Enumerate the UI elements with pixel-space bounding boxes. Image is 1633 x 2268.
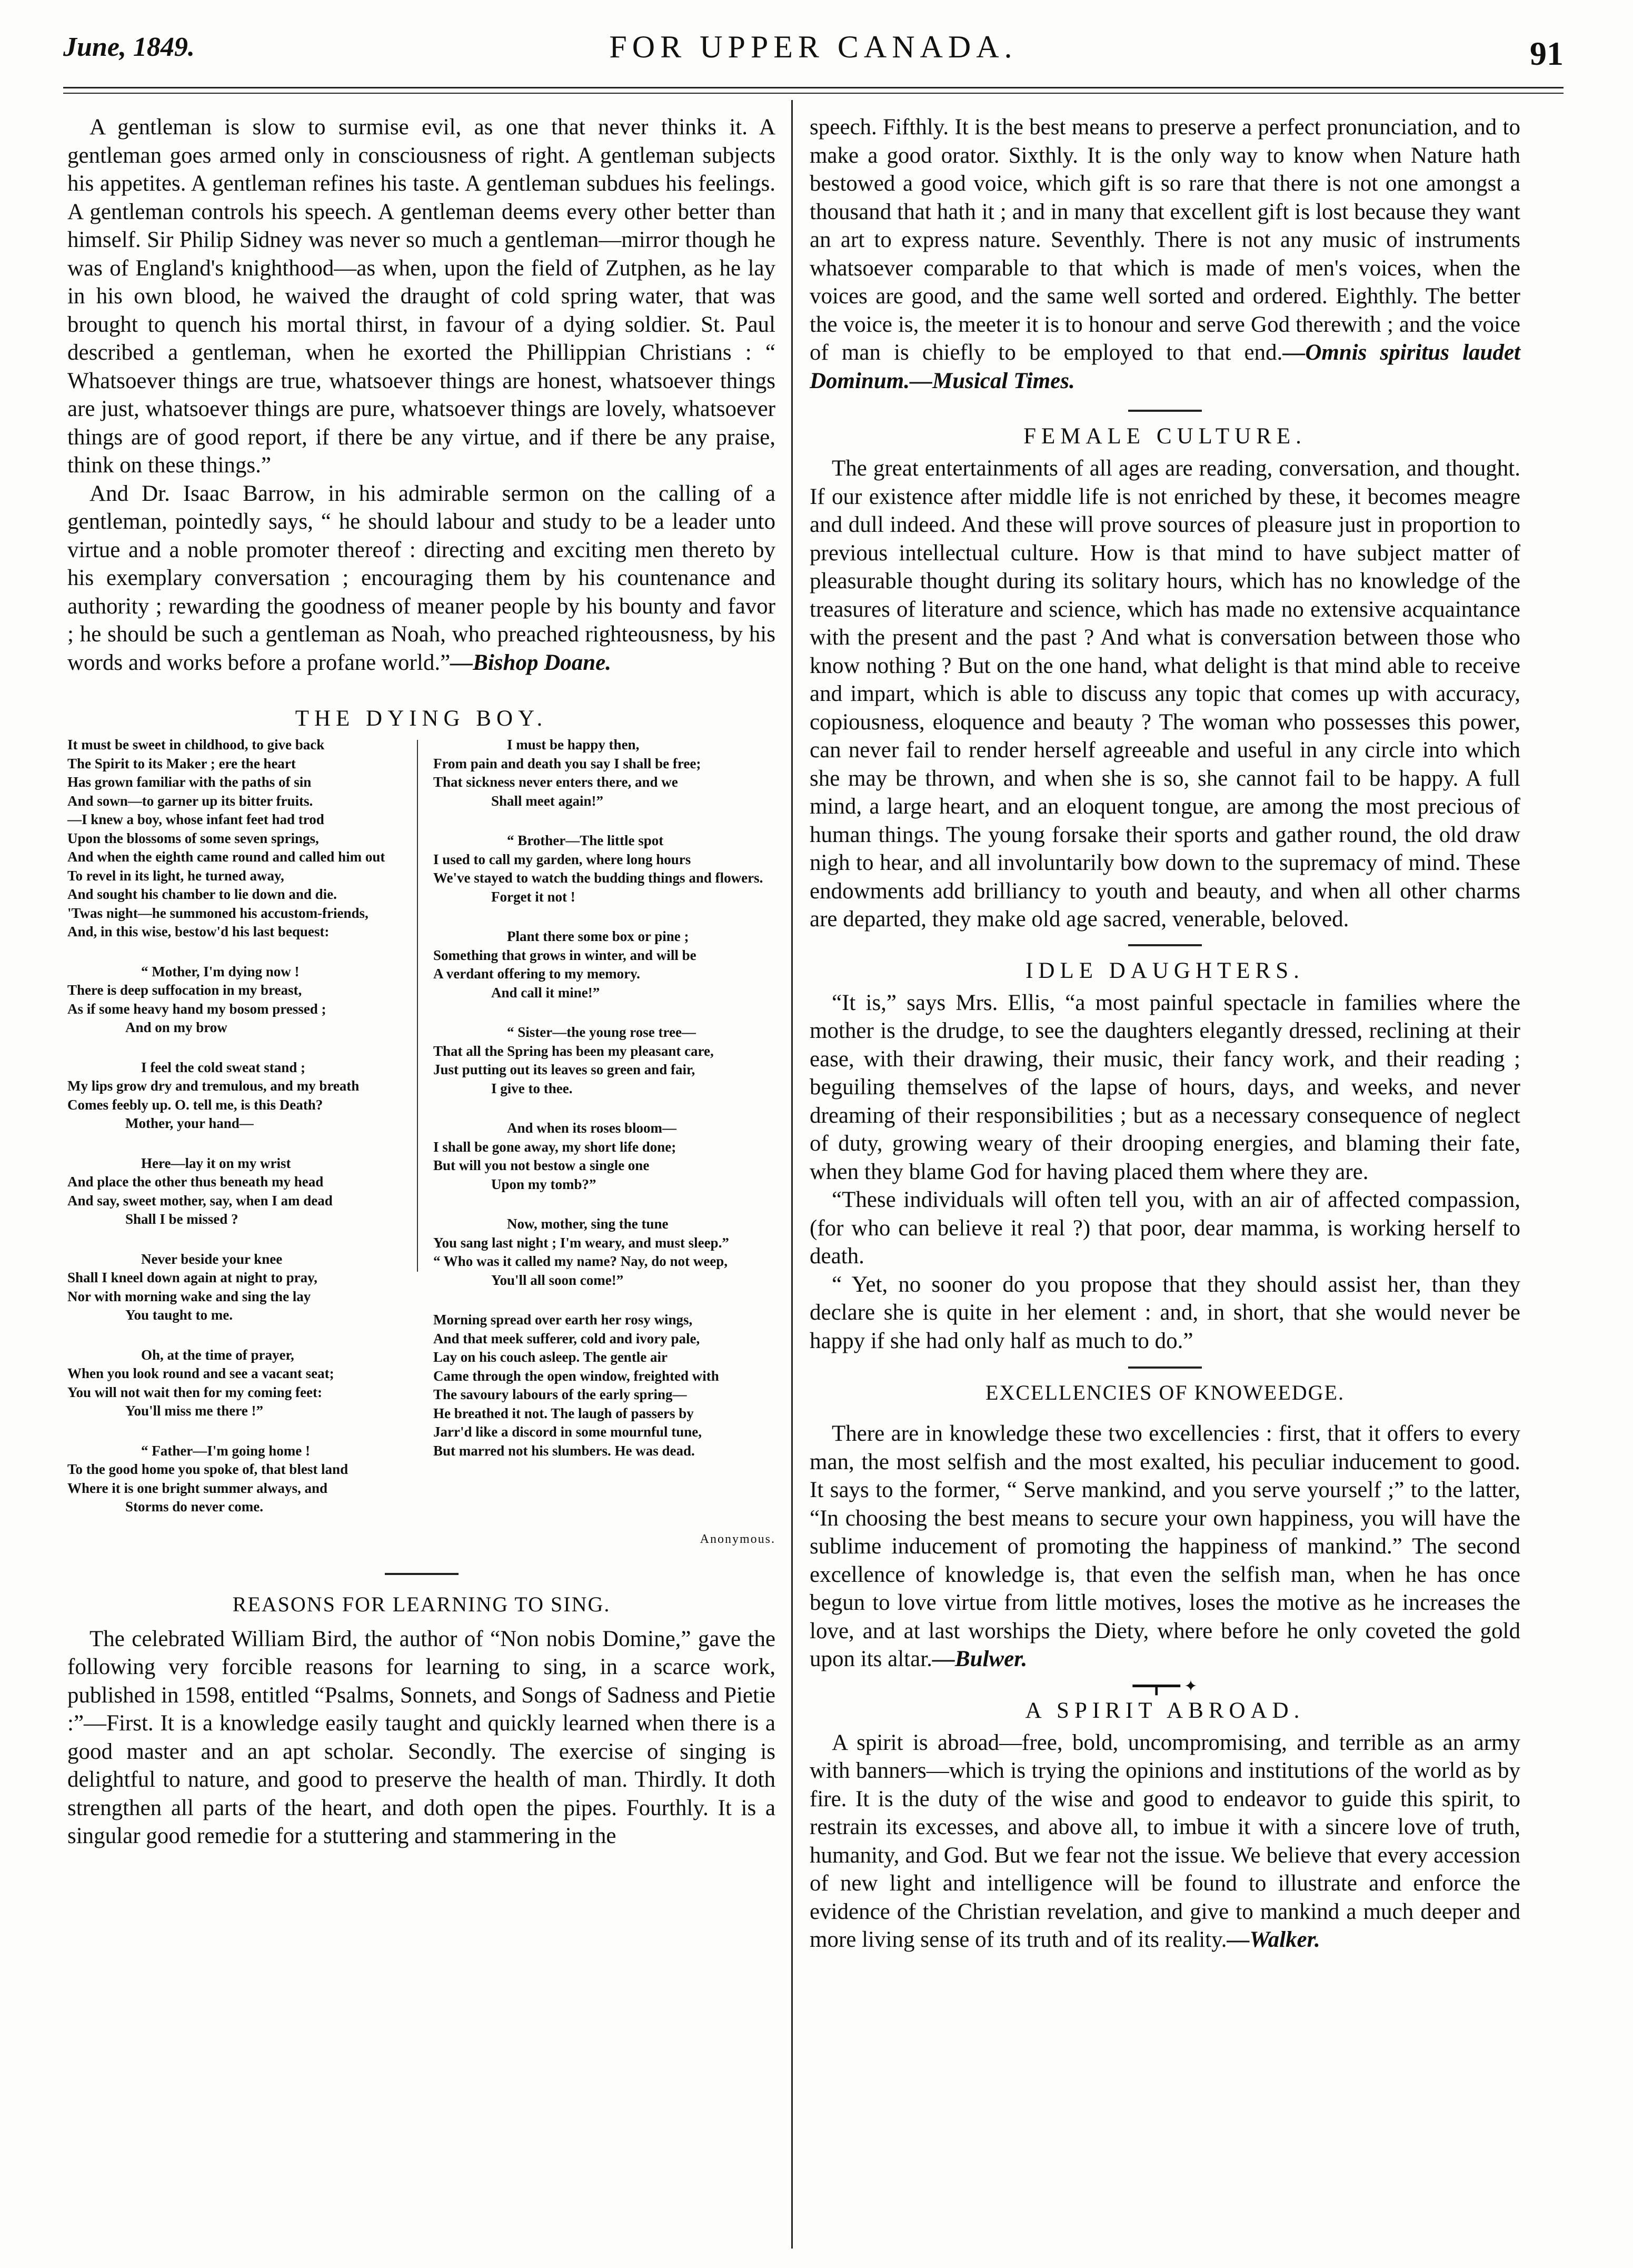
poem-line: And say, sweet mother, say, when I am dead bbox=[67, 1192, 333, 1209]
poem-line: And that meek sufferer, cold and ivory pale, bbox=[433, 1330, 700, 1346]
knowledge-text: There are in knowledge these two excellencies : first, that it offers to every man, the most selfish and the most exalted, his peculiar inducement to good. It says to the former, “ Serve mankind, and you serve yourself ;” to the latter, “In choosing the best means to secure your own happiness, you will have the sublime inducement of promoting the happiness of mankind.” The second excellence of knowledge is, that even the selfish man, when he has once begun to love virtue from little motives, loses the motive as he increases the love, and at last worships the Diety, where before he only coveted the gold upon its altar. bbox=[810, 1421, 1520, 1671]
poem-line: And when its roses bloom— bbox=[507, 1120, 677, 1136]
poem-line: From pain and death you say I shall be free; bbox=[433, 755, 701, 771]
stanza-gap bbox=[67, 942, 410, 963]
poem-line: Shall I kneel down again at night to pray, bbox=[67, 1270, 317, 1285]
spirit-paragraph bbox=[810, 1729, 1520, 1954]
poem-line: He breathed it not. The laugh of passers by bbox=[433, 1405, 694, 1421]
poem-line: Came through the open window, freighted with bbox=[433, 1368, 719, 1384]
poem-line: And, in this wise, bestow'd his last bequest: bbox=[67, 924, 330, 939]
poem-line: Just putting out its leaves so green and fair, bbox=[433, 1062, 695, 1077]
poem-line: Nor with morning wake and sing the lay bbox=[67, 1288, 311, 1304]
left-column bbox=[67, 113, 775, 1850]
poem-line: “ Mother, I'm dying now ! bbox=[141, 963, 300, 979]
poem-line: I shall be gone away, my short life done; bbox=[433, 1138, 676, 1155]
poem-line: When you look round and see a vacant seat; bbox=[67, 1365, 334, 1381]
poem-divider bbox=[417, 740, 418, 1272]
poem-line: Shall I be missed ? bbox=[125, 1211, 238, 1227]
spirit-text: A spirit is abroad—free, bold, uncompromising, and terrible as an army with banners—which is trying the opinions and institutions of the world as by fire. It is the duty of the wise and good to endeavor to guide this spirit, to restrain its excesses, and above all, to imbue it with a sincere love of truth, humanity, and God. But we fear not the issue. We believe that every accession of new light and intelligence will be found to illustrate and enforce the evidence of the Christian revelation, and give to mankind a much deeper and more living sense of its truth and of its reality. bbox=[810, 1730, 1520, 1952]
right-column bbox=[810, 113, 1520, 1954]
idle-paragraph-1: “It is,” says Mrs. Ellis, “a most painful spectacle in families where the mother is the drudge, to see the daughters elegantly dressed, reclining at their ease, with their drawing, their music, their fancy work, and their reading ; beguiling themselves of the lapse of hours, days, and weeks, and never dreaming of their responsibilities ; but as a necessary consequence of neglect of duty, growing weary of their drooping energies, and blaming their fate, when they blame God for having placed them where they are. bbox=[810, 990, 1520, 1184]
poem-line: “ Brother—The little spot bbox=[507, 833, 664, 848]
poem-line: You will not wait then for my coming feet: bbox=[67, 1384, 322, 1400]
knowledge-paragraph bbox=[810, 1420, 1520, 1673]
barrow-text: And Dr. Isaac Barrow, in his admirable sermon on the calling of a gentleman, pointedly says, “ he should labour and study to be a leader unto virtue and a noble promoter thereof : directing and exciting men thereto by his exemplary conversation ; encouraging them by his countenance and authority ; rewarding the goodness of meaner people by his bounty and favor ; he should be such a gentleman as Noah, who preached righteousness, by his words and works before a profane world.” bbox=[67, 481, 775, 675]
poem-line: Forget it not ! bbox=[491, 888, 575, 905]
poem-line: It must be sweet in childhood, to give back bbox=[67, 737, 325, 752]
dying-boy-poem bbox=[67, 736, 775, 1517]
poem-line: Now, mother, sing the tune bbox=[507, 1216, 669, 1232]
sing-cont-text: speech. Fifthly. It is the best means to preserve a perfect pronunciation, and to make a good orator. Sixthly. It is the only way to know when Nature hath bestowed a good voice, which gift is so rare that there is not one amongst a thousand that hath it ; and in many that excellent gift is lost because they want an art to express nature. Seventhly. There is not any music of instruments whatsoever comparable to that which is made of men's voices, when the voices are good, and the same well sorted and ordered. Eighthly. The better the voice is, the meeter it is to honour and serve God therewith ; and the voice of man is chiefly to be employed to that end. bbox=[810, 115, 1520, 365]
poem-column-1 bbox=[67, 736, 410, 1517]
poem-line: There is deep suffocation in my breast, bbox=[67, 982, 302, 998]
poem-line: “ Father—I'm going home ! bbox=[141, 1442, 310, 1459]
poem-line: The savoury labours of the early spring— bbox=[433, 1386, 687, 1402]
idle-paragraph-3: “ Yet, no sooner do you propose that they should assist her, than they declare she is quite in her element : and, in short, that she would never be happy if she had only half as much to do.” bbox=[810, 1272, 1520, 1353]
sing-title: REASONS FOR LEARNING TO SING. bbox=[232, 1592, 611, 1616]
poem-line: I give to thee. bbox=[491, 1080, 573, 1096]
poem-line: And place the other thus beneath my head bbox=[67, 1174, 324, 1190]
page-header bbox=[58, 21, 1569, 74]
idle-daughters-title: IDLE DAUGHTERS. bbox=[1025, 958, 1305, 983]
header-title: FOR UPPER CANADA. bbox=[609, 29, 1018, 64]
spirit-signature: —Walker. bbox=[1227, 1927, 1320, 1952]
stanza-gap bbox=[433, 906, 775, 927]
stanza-gap bbox=[433, 1002, 775, 1023]
poem-line: Lay on his couch asleep. The gentle air bbox=[433, 1349, 668, 1365]
poem-line: You'll miss me there !” bbox=[125, 1403, 263, 1419]
poem-line: I must be happy then, bbox=[507, 737, 640, 752]
stanza-gap bbox=[433, 1290, 775, 1311]
poem-line: Morning spread over earth her rosy wings, bbox=[433, 1312, 693, 1328]
stanza-gap bbox=[433, 1194, 775, 1215]
stanza-gap bbox=[433, 1098, 775, 1119]
poem-line: Storms do never come. bbox=[125, 1499, 263, 1514]
poem-line: 'Twas night—he summoned his accustom-friends, bbox=[67, 905, 369, 921]
poem-line: My lips grow dry and tremulous, and my breath bbox=[67, 1078, 360, 1094]
poem-line: “ Who was it called my name? Nay, do not weep, bbox=[433, 1253, 728, 1269]
stanza-gap bbox=[67, 1229, 410, 1250]
poem-line: Shall meet again!” bbox=[491, 793, 603, 809]
stanza-gap bbox=[67, 1133, 410, 1154]
poem-line: We've stayed to watch the budding things and flowers. bbox=[433, 870, 763, 886]
poem-line: To revel in its light, he turned away, bbox=[67, 867, 284, 884]
header-rule-thin bbox=[63, 93, 1564, 94]
poem-line: A verdant offering to my memory. bbox=[433, 966, 640, 982]
poem-line: Here—lay it on my wrist bbox=[141, 1155, 291, 1171]
poem-line: And sown—to garner up its bitter fruits. bbox=[67, 793, 313, 809]
poem-line: That all the Spring has been my pleasant care, bbox=[433, 1043, 714, 1059]
female-culture-title: FEMALE CULTURE. bbox=[1023, 424, 1307, 449]
poem-line: That sickness never enters there, and we bbox=[433, 774, 678, 790]
spirit-abroad-title: A SPIRIT ABROAD. bbox=[1025, 1698, 1305, 1723]
poem-line: You'll all soon come!” bbox=[491, 1272, 624, 1288]
stanza-gap bbox=[67, 1421, 410, 1442]
stanza-gap bbox=[67, 1325, 410, 1346]
poem-line: Where it is one bright summer always, and bbox=[67, 1480, 328, 1496]
idle-paragraph-2: “These individuals will often tell you, with an air of affected compassion, (for who can believe it real ?) that poor, dear mamma, is working herself to death. bbox=[810, 1187, 1520, 1269]
header-rule bbox=[63, 87, 1564, 88]
poem-author: Anonymous. bbox=[700, 1532, 775, 1546]
poem-line: Upon my tomb?” bbox=[491, 1176, 596, 1192]
knowledge-signature: —Bulwer. bbox=[932, 1647, 1028, 1671]
poem-line: And call it mine!” bbox=[491, 984, 600, 1001]
barrow-paragraph bbox=[67, 480, 775, 677]
poem-line: To the good home you spoke of, that blest land bbox=[67, 1461, 348, 1477]
knowledge-title: EXCELLENCIES OF KNOWEEDGE. bbox=[985, 1381, 1345, 1404]
poem-line: I used to call my garden, where long hours bbox=[433, 851, 691, 867]
gentleman-paragraph: A gentleman is slow to surmise evil, as one that never thinks it. A gentleman goes armed only in consciousness of right. A gentleman subjects his appetites. A gentleman refines his taste. A gentleman subdues his feelings. A gentleman controls his speech. A gentleman deems every other better than himself. Sir Philip Sidney was never so much a gentleman—mirror though he was of England's knighthood—as when, upon the field of Zutphen, as he lay in his own blood, he waived the draught of cold spring water, that was brought to quench his mortal thirst, in favour of a dying soldier. St. Paul described a gentleman, when he exorted the Phillippian Christians : “ Whatsoever things are true, whatsoever things are honest, whatsoever things are just, whatsoever things are pure, whatsoever things are lovely, whatsoever things are of good report, if there be any virtue, and if there be any praise, think on these things.” bbox=[67, 115, 775, 478]
column-divider bbox=[791, 100, 793, 2249]
poem-line: Plant there some box or pine ; bbox=[507, 928, 689, 944]
sing-continuation bbox=[810, 113, 1520, 395]
poem-line: Oh, at the time of prayer, bbox=[141, 1346, 294, 1363]
poem-line: —I knew a boy, whose infant feet had trod bbox=[67, 811, 324, 827]
page-number: 91 bbox=[1530, 35, 1564, 72]
poem-line: And on my brow bbox=[125, 1019, 227, 1035]
poem-line: The Spirit to its Maker ; ere the heart bbox=[67, 755, 296, 771]
poem-line: “ Sister—the young rose tree— bbox=[507, 1024, 696, 1040]
ornament-divider: ━━┳━━ ✦ bbox=[1132, 1677, 1198, 1695]
poem-line: But marred not his slumbers. He was dead. bbox=[433, 1442, 695, 1459]
poem-line: But will you not bestow a single one bbox=[433, 1157, 650, 1173]
stanza-gap bbox=[67, 1037, 410, 1058]
female-culture-paragraph: The great entertainments of all ages are reading, conversation, and thought. If our existence after middle life is not enriched by these, it becomes meagre and dull indeed. And these will prove sources of pleasure just in proportion to previous intellectual culture. How is that mind to have subject matter of pleasurable thought during its solitary hours, which has no knowledge of the treasures of literature and science, which has made no extensive acquaintance with the present and the past ? And what is conversation between those who know nothing ? But on the one hand, what delight is that mind able to receive and impart, which is able to discuss any topic that comes up with accuracy, copiousness, eloquence and beauty ? The woman who possesses this power, can never fail to render herself agreeable and useful in any circle into which she may be thrown, and when she is so, she cannot fail to be happy. A full mind, a large heart, and an eloquent tongue, are among the most precious of human things. The young forsake their sports and gather round, the old draw nigh to hear, and all involuntarily bow down to the supremacy of mind. These endowments add brilliancy to youth and beauty, and when all other charms are departed, they make old age sacred, venerable, beloved. bbox=[810, 456, 1520, 932]
stanza-gap bbox=[433, 810, 775, 831]
poem-line: And sought his chamber to lie down and die. bbox=[67, 886, 337, 902]
poem-line: And when the eighth came round and called him out bbox=[67, 849, 385, 865]
poem-line: You sang last night ; I'm weary, and must sleep.” bbox=[433, 1234, 729, 1251]
barrow-signature: —Bishop Doane. bbox=[450, 650, 612, 675]
poem-line: Upon the blossoms of some seven springs, bbox=[67, 830, 319, 846]
poem-line: Something that grows in winter, and will be bbox=[433, 947, 696, 963]
poem-line: Never beside your knee bbox=[141, 1251, 283, 1267]
dying-boy-title: THE DYING BOY. bbox=[295, 706, 548, 731]
sing-signature: —Omnis spiritus laudet Dominum.—Musical Times. bbox=[810, 340, 1520, 393]
poem-line: You taught to me. bbox=[125, 1307, 233, 1323]
poem-line: Jarr'd like a discord in some mournful tune, bbox=[433, 1424, 702, 1440]
poem-column-2 bbox=[433, 736, 775, 1517]
poem-line: I feel the cold sweat stand ; bbox=[141, 1059, 305, 1075]
poem-line: Mother, your hand— bbox=[125, 1115, 254, 1131]
poem-line: As if some heavy hand my bosom pressed ; bbox=[67, 1001, 326, 1017]
poem-line: Has grown familiar with the paths of sin bbox=[67, 774, 312, 790]
header-date: June, 1849. bbox=[63, 32, 195, 62]
sing-paragraph: The celebrated William Bird, the author of “Non nobis Domine,” gave the following very forcible reasons for learning to sing, in a scarce work, published in 1598, entitled “Psalms, Sonnets, and Songs of Sadness and Pietie :”—First. It is a knowledge easily taught and quickly learned when there is a good master and an apt scholar. Secondly. The exercise of singing is delightful to nature, and good to preserve the health of man. Thirdly. It doth strengthen all parts of the heart, and doth open the pipes. Fourthly. It is a singular good remedie for a stuttering and stammering in the bbox=[67, 1626, 775, 1848]
poem-line: Comes feebly up. O. tell me, is this Death? bbox=[67, 1096, 323, 1113]
